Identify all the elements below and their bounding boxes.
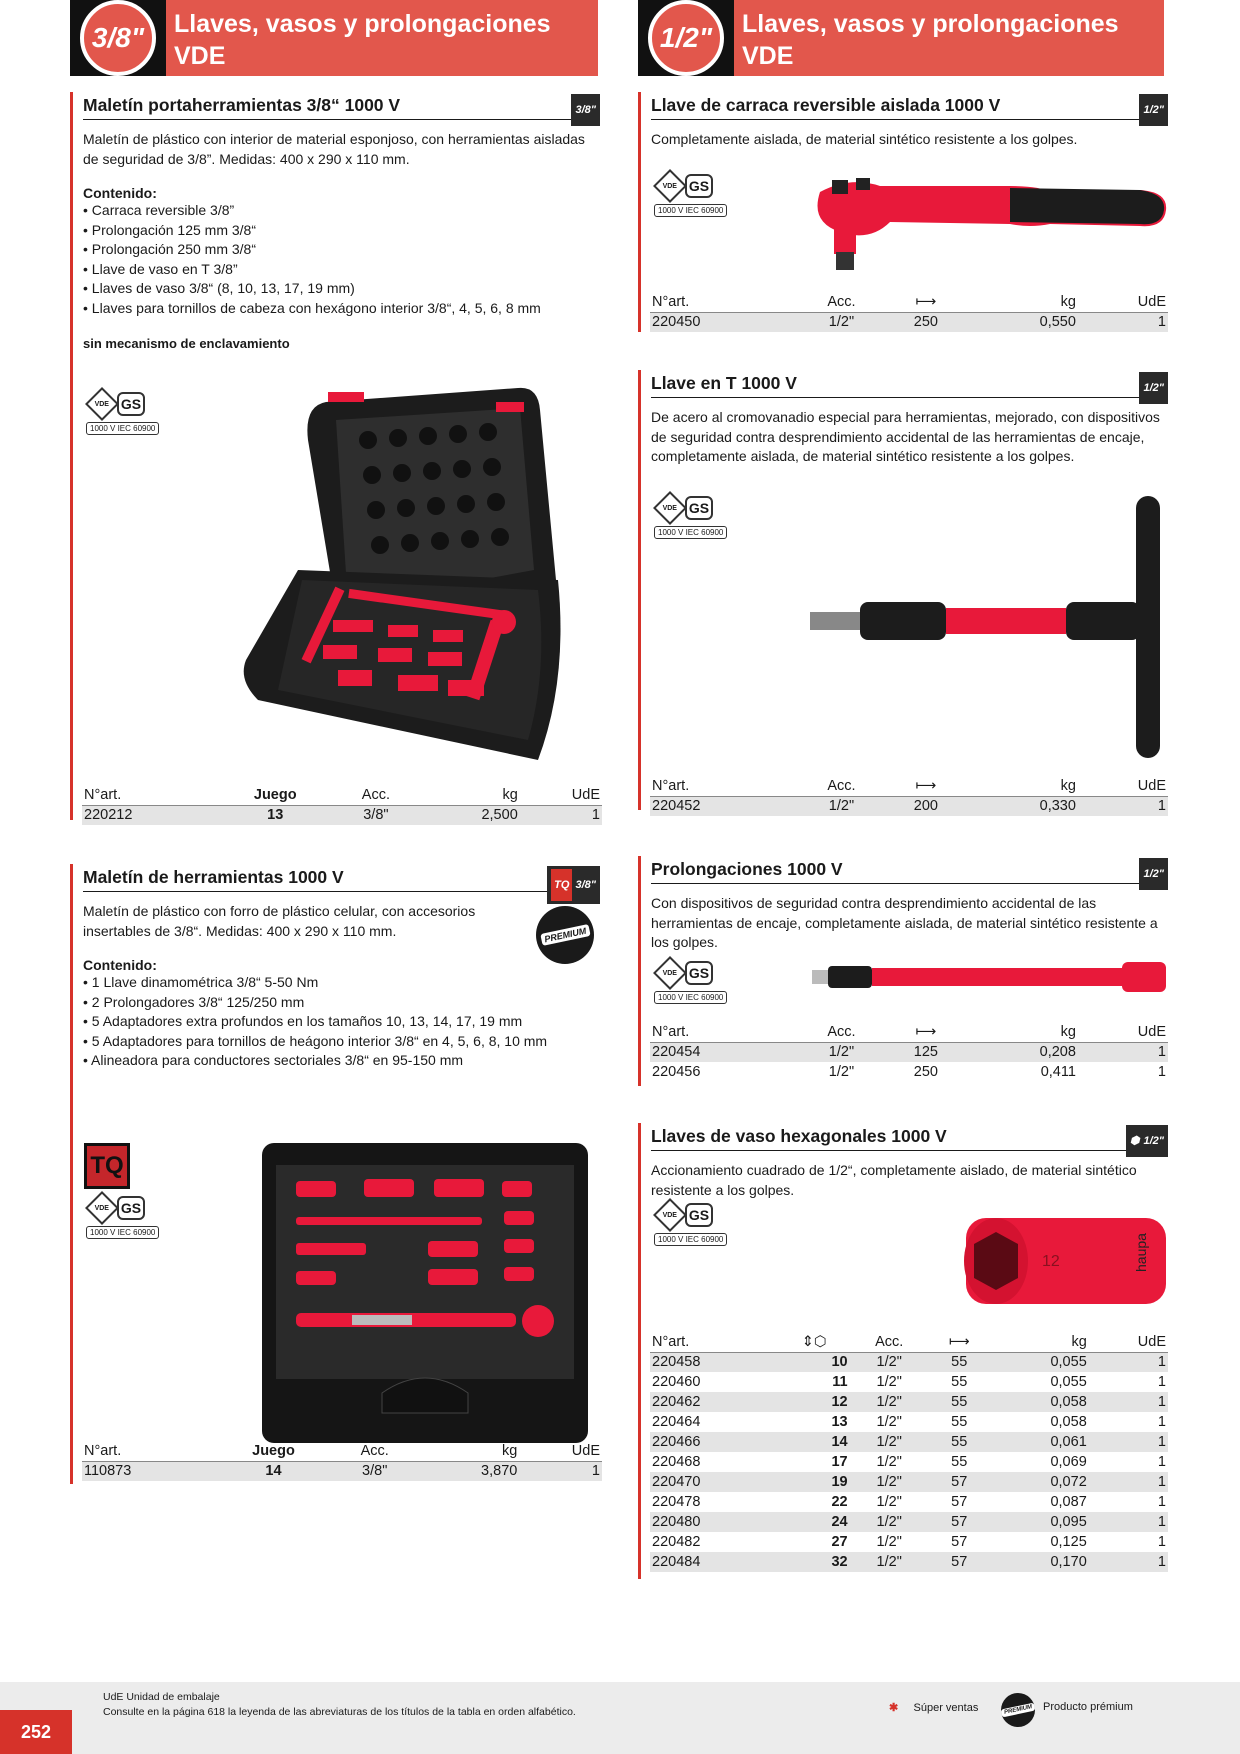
table-row: 220454 1/2" 125 0,208 1: [650, 1042, 1168, 1062]
section-title: Llave en T 1000 V 1/2": [651, 370, 1168, 398]
vde-icon: VDE: [653, 956, 687, 990]
section-description: Maletín de plástico con forro de plástico celular, con accesorios insertables de 3/8“. Medidas: 400 x 290 x 110 mm.: [83, 903, 476, 939]
left-banner: [70, 0, 598, 102]
cert-logos: [654, 174, 744, 222]
section-title: Maletín portaherramientas 3/8“ 1000 V 3/8": [83, 92, 600, 120]
table-row: 220462 12 1/2" 55 0,058 1: [652, 1394, 1166, 1410]
table-row: 220482 27 1/2" 57 0,125 1: [652, 1534, 1166, 1550]
table-row: 220458 10 1/2" 55 0,055 1: [650, 1352, 1168, 1372]
ratchet-image: [810, 172, 1170, 282]
table-row: 110873 14 3/8" 3,870 1: [82, 1461, 602, 1481]
page-number: 252: [0, 1710, 72, 1754]
iec-label: 1000 V IEC 60900: [86, 1226, 159, 1239]
hexagon-size-icon: ⇕⬡: [779, 1333, 850, 1352]
size-tag: 3/8": [571, 94, 600, 126]
extension-image: [812, 958, 1168, 998]
section-title: Llave de carraca reversible aislada 1000 V 1/2": [651, 92, 1168, 120]
table-110873: [82, 1442, 602, 1481]
size-tag: 1/2": [1139, 858, 1168, 890]
gs-icon: GS: [685, 961, 713, 985]
producto-premium: Producto prémium: [1043, 1701, 1133, 1713]
list-item: • 2 Prolongadores 3/8“ 125/250 mm: [83, 993, 600, 1013]
list-item: • 5 Adaptadores para tornillos de heágono interior 3/8“ en 4, 5, 6, 8, 10 mm: [83, 1032, 600, 1052]
table-row: 220212 13 3/8" 2,500 1: [82, 805, 602, 825]
vde-icon: VDE: [85, 1191, 119, 1225]
list-item: • Carraca reversible 3/8”: [83, 201, 600, 221]
table-llaves-vaso: [650, 1333, 1168, 1572]
table-header: N°art. ⇕⬡ Acc. ⟼ kg UdE: [652, 1334, 1166, 1351]
length-icon: ⟼: [886, 1023, 965, 1042]
footer-legend: UdE Unidad de embalaje Consulte en la página 618 la leyenda de las abreviaturas de los títulos de la tabla en orden alfabético.: [103, 1691, 576, 1718]
table-header: N°art. Acc. ⟼ kg UdE: [652, 294, 1166, 311]
list-item: • Prolongación 125 mm 3/8“: [83, 221, 600, 241]
content-heading: Contenido:: [83, 185, 157, 201]
tool-case-image: [262, 1143, 588, 1443]
size-badge-1-2: 1/2": [638, 0, 734, 76]
table-row: 220464 13 1/2" 55 0,058 1: [652, 1414, 1166, 1430]
table-row: 220456 1/2" 250 0,411 1: [652, 1064, 1166, 1080]
iec-label: 1000 V IEC 60900: [654, 526, 727, 539]
size-badge-3-8: 3/8": [70, 0, 166, 76]
iec-label: 1000 V IEC 60900: [654, 204, 727, 217]
list-item: • Llaves de vaso 3/8“ (8, 10, 13, 17, 19 mm): [83, 279, 600, 299]
vde-icon: VDE: [653, 491, 687, 525]
content-list: [83, 201, 600, 318]
right-banner-title: Llaves, vasos y prolongaciones VDE 1000 V: [742, 10, 1119, 102]
iec-label: 1000 V IEC 60900: [654, 991, 727, 1004]
note: sin mecanismo de enclavamiento: [83, 336, 290, 351]
case-foam-image: [238, 380, 598, 770]
size-tag: ⬢ 1/2": [1126, 1125, 1168, 1157]
gs-icon: GS: [117, 1196, 145, 1220]
socket-image: [956, 1212, 1170, 1312]
svg-text:haupa: haupa: [1133, 1233, 1149, 1272]
cert-logos: [86, 392, 176, 440]
list-item: • 5 Adaptadores extra profundos en los tamaños 10, 13, 14, 17, 19 mm: [83, 1012, 600, 1032]
table-row: 220484 32 1/2" 57 0,170 1: [652, 1554, 1166, 1570]
size-tag: 1/2": [1139, 372, 1168, 404]
table-row: 220452 1/2" 200 0,330 1: [650, 796, 1168, 816]
gs-icon: GS: [685, 496, 713, 520]
table-220212: [82, 786, 602, 825]
table-220452: [650, 777, 1168, 816]
cert-logos: [654, 1203, 744, 1251]
section-description: Accionamiento cuadrado de 1/2“, completamente aislado, de material sintético resistente a los golpes.: [651, 1162, 1137, 1198]
section-title: Llaves de vaso hexagonales 1000 V ⬢ 1/2": [651, 1123, 1168, 1151]
content-heading: Contenido:: [83, 957, 157, 973]
cert-logos: [654, 496, 744, 544]
iec-label: 1000 V IEC 60900: [86, 422, 159, 435]
list-item: • Llaves para tornillos de cabeza con hexágono interior 3/8“, 4, 5, 6, 8 mm: [83, 299, 600, 319]
list-item: • Alineadora para conductores sectoriales 3/8“ en 95-150 mm: [83, 1051, 600, 1071]
hexagon-icon: ⬢: [1129, 1135, 1140, 1147]
length-icon: ⟼: [929, 1333, 990, 1352]
table-row: 220460 11 1/2" 55 0,055 1: [652, 1374, 1166, 1390]
premium-badge: PREMIUM: [536, 906, 594, 964]
gs-icon: GS: [685, 1203, 713, 1227]
right-banner: [638, 0, 1164, 102]
content-list: [83, 973, 600, 1071]
vde-icon: VDE: [653, 169, 687, 203]
section-description: Maletín de plástico con interior de material esponjoso, con herramientas aisladas de seguridad de 3/8”. Medidas: 400 x 290 x 110 mm.: [83, 131, 585, 167]
list-item: • 1 Llave dinamométrica 3/8“ 5-50 Nm: [83, 973, 600, 993]
tq-logo: TQ: [84, 1143, 130, 1189]
table-row: 220466 14 1/2" 55 0,061 1: [652, 1434, 1166, 1450]
super-ventas: ✱ Súper ventas: [889, 1702, 979, 1714]
iec-label: 1000 V IEC 60900: [654, 1233, 727, 1246]
premium-icon: PREMIUM: [1001, 1693, 1035, 1727]
table-row: 220450 1/2" 250 0,550 1: [650, 312, 1168, 332]
section-title: Prolongaciones 1000 V 1/2": [651, 856, 1168, 884]
table-row: 220480 24 1/2" 57 0,095 1: [652, 1514, 1166, 1530]
list-item: • Llave de vaso en T 3/8”: [83, 260, 600, 280]
list-item: • Prolongación 250 mm 3/8“: [83, 240, 600, 260]
table-prolongaciones: [650, 1023, 1168, 1082]
table-header: N°art. Acc. ⟼ kg UdE: [652, 778, 1166, 795]
table-row: 220470 19 1/2" 57 0,072 1: [652, 1474, 1166, 1490]
t-wrench-image: [810, 492, 1170, 762]
size-tag: 1/2": [1139, 94, 1168, 126]
section-description: De acero al cromovanadio especial para herramientas, mejorado, con dispositivos de seguridad contra desprendimiento accidental de las herramientas de encaje, completamente aislada, de material sintético resistente a los golpes.: [651, 409, 1160, 464]
star-icon: ✱: [889, 1702, 899, 1714]
vde-icon: VDE: [653, 1198, 687, 1232]
table-220450: [650, 293, 1168, 332]
cert-logos: [86, 1196, 176, 1244]
left-banner-title: Llaves, vasos y prolongaciones VDE 1000 V: [174, 10, 551, 102]
length-icon: ⟼: [886, 777, 965, 796]
section-description: Completamente aislada, de material sintético resistente a los golpes.: [651, 131, 1078, 147]
table-row: 220468 17 1/2" 55 0,069 1: [652, 1454, 1166, 1470]
table-header: N°art. Acc. ⟼ kg UdE: [652, 1024, 1166, 1041]
size-tag: TQ 3/8": [547, 866, 600, 904]
table-row: 220478 22 1/2" 57 0,087 1: [652, 1494, 1166, 1510]
length-icon: ⟼: [886, 293, 965, 312]
table-header: N°art. Juego Acc. kg UdE: [84, 1443, 600, 1460]
gs-icon: GS: [685, 174, 713, 198]
svg-text:12: 12: [1042, 1253, 1060, 1270]
gs-icon: GS: [117, 392, 145, 416]
section-title: Maletín de herramientas 1000 V TQ 3/8": [83, 864, 600, 892]
section-description: Con dispositivos de seguridad contra desprendimiento accidental de las herramientas de encaje, completamente aislada, de material sintético resistente a los golpes.: [651, 895, 1158, 950]
vde-icon: VDE: [85, 387, 119, 421]
cert-logos: [654, 961, 744, 1009]
table-header: N°art. Juego Acc. kg UdE: [84, 787, 600, 804]
